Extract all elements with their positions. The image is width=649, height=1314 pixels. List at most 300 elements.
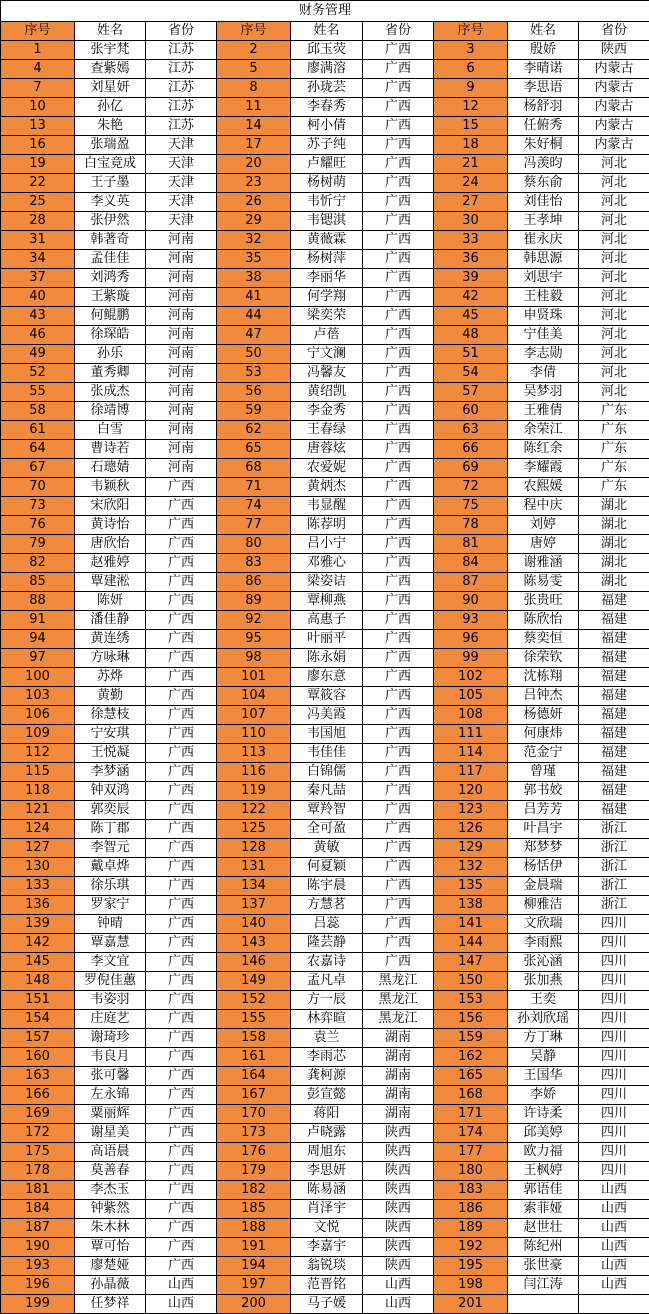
- name-cell: 肖泽宇: [291, 1200, 363, 1219]
- name-cell: 范金宁: [508, 744, 579, 763]
- name-cell: 张贵旺: [508, 592, 579, 611]
- province-cell: 福建: [579, 801, 649, 820]
- index-cell: 21: [434, 155, 508, 174]
- province-cell: 四川: [579, 991, 649, 1010]
- name-cell: 徐荣钦: [508, 649, 579, 668]
- name-cell: 钟双鸿: [75, 782, 146, 801]
- province-cell: 广西: [363, 877, 434, 896]
- index-cell: 60: [434, 402, 508, 421]
- table-row: [1, 79, 649, 98]
- province-cell: 广西: [363, 212, 434, 231]
- name-cell: 白雪: [75, 421, 146, 440]
- name-cell: 杨树萍: [291, 250, 363, 269]
- table-row: [1, 1181, 649, 1200]
- index-cell: 201: [434, 1295, 508, 1314]
- name-cell: 李耀霞: [508, 459, 579, 478]
- index-cell: 3: [434, 41, 508, 60]
- province-cell: 内蒙古: [579, 117, 649, 136]
- index-cell: 174: [434, 1124, 508, 1143]
- table-row: [1, 497, 649, 516]
- name-cell: 陈荐明: [291, 516, 363, 535]
- province-cell: 广西: [363, 402, 434, 421]
- province-cell: 广西: [146, 1143, 217, 1162]
- name-cell: 农嘉诗: [291, 953, 363, 972]
- province-cell: 湖北: [579, 516, 649, 535]
- index-cell: 18: [434, 136, 508, 155]
- index-cell: 103: [1, 687, 75, 706]
- name-cell: 张成杰: [75, 383, 146, 402]
- province-cell: 广西: [146, 915, 217, 934]
- index-cell: 87: [434, 573, 508, 592]
- province-cell: 河南: [146, 459, 217, 478]
- index-cell: 188: [217, 1219, 291, 1238]
- index-cell: 116: [217, 763, 291, 782]
- province-cell: 广西: [146, 763, 217, 782]
- table-row: [1, 630, 649, 649]
- name-cell: 范晋铭: [291, 1276, 363, 1295]
- index-cell: 73: [1, 497, 75, 516]
- name-cell: 孙刘欣瑶: [508, 1010, 579, 1029]
- name-cell: 隆芸静: [291, 934, 363, 953]
- province-cell: 福建: [579, 725, 649, 744]
- name-cell: 邓雅心: [291, 554, 363, 573]
- province-cell: 福建: [579, 630, 649, 649]
- name-cell: 李文宜: [75, 953, 146, 972]
- province-cell: 广西: [363, 649, 434, 668]
- name-cell: 钟紫然: [75, 1200, 146, 1219]
- province-cell: 河南: [146, 345, 217, 364]
- name-cell: 刘婷: [508, 516, 579, 535]
- index-cell: 154: [1, 1010, 75, 1029]
- index-cell: 147: [434, 953, 508, 972]
- province-cell: 广西: [363, 383, 434, 402]
- province-cell: 广西: [146, 516, 217, 535]
- province-cell: 广西: [146, 1048, 217, 1067]
- province-cell: 广东: [579, 478, 649, 497]
- province-cell: 广西: [363, 668, 434, 687]
- name-cell: 李智元: [75, 839, 146, 858]
- table-row: [1, 136, 649, 155]
- name-cell: 曾瑾: [508, 763, 579, 782]
- name-cell: 程中庆: [508, 497, 579, 516]
- index-cell: 193: [1, 1257, 75, 1276]
- index-cell: 78: [434, 516, 508, 535]
- province-cell: 四川: [579, 1010, 649, 1029]
- table-row: [1, 1200, 649, 1219]
- province-cell: 湖北: [579, 573, 649, 592]
- name-cell: 宋欣阳: [75, 497, 146, 516]
- index-cell: 121: [1, 801, 75, 820]
- index-cell: 107: [217, 706, 291, 725]
- province-cell: 广西: [363, 763, 434, 782]
- table-row: [1, 459, 649, 478]
- province-cell: 广东: [579, 402, 649, 421]
- province-cell: 广西: [363, 193, 434, 212]
- province-cell: 广西: [363, 269, 434, 288]
- name-cell: 李晴诺: [508, 60, 579, 79]
- table-row: [1, 402, 649, 421]
- province-cell: 广西: [363, 744, 434, 763]
- province-cell: 广西: [363, 98, 434, 117]
- index-cell: 100: [1, 668, 75, 687]
- province-cell: 天津: [146, 193, 217, 212]
- name-cell: 朱艳: [75, 117, 146, 136]
- province-cell: 广西: [363, 307, 434, 326]
- province-cell: 山西: [146, 1295, 217, 1314]
- name-cell: 方一辰: [291, 991, 363, 1010]
- province-cell: 湖南: [363, 1086, 434, 1105]
- name-cell: 邱玉荧: [291, 41, 363, 60]
- index-cell: 101: [217, 668, 291, 687]
- name-cell: 王桂毅: [508, 288, 579, 307]
- table-row: [1, 307, 649, 326]
- province-cell: 广西: [146, 687, 217, 706]
- province-cell: 河南: [146, 288, 217, 307]
- index-cell: 67: [1, 459, 75, 478]
- name-cell: 韦佳佳: [291, 744, 363, 763]
- province-cell: 江苏: [146, 41, 217, 60]
- index-cell: 111: [434, 725, 508, 744]
- province-cell: 广西: [363, 79, 434, 98]
- name-cell: 宁安琪: [75, 725, 146, 744]
- name-cell: 韦良月: [75, 1048, 146, 1067]
- index-cell: 155: [217, 1010, 291, 1029]
- province-cell: 天津: [146, 174, 217, 193]
- table-row: [1, 1257, 649, 1276]
- province-cell: 山西: [579, 1257, 649, 1276]
- province-cell: 广西: [363, 934, 434, 953]
- name-cell: 郭奕辰: [75, 801, 146, 820]
- index-cell: 139: [1, 915, 75, 934]
- name-cell: 覃筱容: [291, 687, 363, 706]
- index-cell: 23: [217, 174, 291, 193]
- header-name: 姓名: [508, 22, 579, 41]
- index-cell: 140: [217, 915, 291, 934]
- index-cell: 70: [1, 478, 75, 497]
- index-cell: 10: [1, 98, 75, 117]
- name-cell: 龚柯源: [291, 1067, 363, 1086]
- name-cell: 李思妍: [291, 1162, 363, 1181]
- province-cell: 四川: [579, 972, 649, 991]
- name-cell: 方丁琳: [508, 1029, 579, 1048]
- province-cell: 河北: [579, 383, 649, 402]
- province-cell: 广西: [363, 60, 434, 79]
- index-cell: 124: [1, 820, 75, 839]
- name-cell: 刘佳怡: [508, 193, 579, 212]
- province-cell: 山西: [579, 1200, 649, 1219]
- name-cell: 沈栋翔: [508, 668, 579, 687]
- index-cell: 165: [434, 1067, 508, 1086]
- table-row: [1, 1048, 649, 1067]
- name-cell: 唐欣怡: [75, 535, 146, 554]
- index-cell: 138: [434, 896, 508, 915]
- name-cell: 李春秀: [291, 98, 363, 117]
- province-cell: 广西: [146, 497, 217, 516]
- name-cell: 张宇梵: [75, 41, 146, 60]
- name-cell: 林弈暄: [291, 1010, 363, 1029]
- index-cell: 182: [217, 1181, 291, 1200]
- index-cell: 27: [434, 193, 508, 212]
- index-cell: 113: [217, 744, 291, 763]
- name-cell: 徐乐琪: [75, 877, 146, 896]
- province-cell: 广西: [146, 478, 217, 497]
- name-cell: 李嘉宇: [291, 1238, 363, 1257]
- index-cell: 13: [1, 117, 75, 136]
- name-cell: 蔡东俞: [508, 174, 579, 193]
- index-cell: 7: [1, 79, 75, 98]
- table-row: [1, 364, 649, 383]
- index-cell: 143: [217, 934, 291, 953]
- province-cell: 河北: [579, 345, 649, 364]
- province-cell: 河南: [146, 307, 217, 326]
- province-cell: 广西: [146, 1238, 217, 1257]
- index-cell: 17: [217, 136, 291, 155]
- name-cell: 何康炜: [508, 725, 579, 744]
- name-cell: 黄敏: [291, 839, 363, 858]
- name-cell: [508, 1295, 579, 1314]
- name-cell: 李思语: [508, 79, 579, 98]
- province-cell: 陕西: [363, 1143, 434, 1162]
- index-cell: 169: [1, 1105, 75, 1124]
- index-cell: 24: [434, 174, 508, 193]
- province-cell: 广西: [363, 611, 434, 630]
- name-cell: 廖满溶: [291, 60, 363, 79]
- index-cell: 161: [217, 1048, 291, 1067]
- index-cell: 48: [434, 326, 508, 345]
- index-cell: 150: [434, 972, 508, 991]
- name-cell: 方咏琳: [75, 649, 146, 668]
- name-cell: 张沁涵: [508, 953, 579, 972]
- province-cell: 江苏: [146, 117, 217, 136]
- name-cell: 何学翔: [291, 288, 363, 307]
- province-cell: 河北: [579, 307, 649, 326]
- name-cell: 韩著奇: [75, 231, 146, 250]
- name-cell: 梁姿诘: [291, 573, 363, 592]
- table-row: [1, 98, 649, 117]
- header-name: 姓名: [75, 22, 146, 41]
- name-cell: 农爱妮: [291, 459, 363, 478]
- name-cell: 韦国旭: [291, 725, 363, 744]
- index-cell: 168: [434, 1086, 508, 1105]
- province-cell: 广西: [363, 421, 434, 440]
- province-cell: 河南: [146, 364, 217, 383]
- province-cell: 广西: [146, 744, 217, 763]
- table-row: [1, 592, 649, 611]
- name-cell: 张可馨: [75, 1067, 146, 1086]
- name-cell: 王孝坤: [508, 212, 579, 231]
- table-row: [1, 763, 649, 782]
- table-row: [1, 1219, 649, 1238]
- index-cell: 58: [1, 402, 75, 421]
- province-cell: 广西: [146, 1181, 217, 1200]
- name-cell: 董秀卿: [75, 364, 146, 383]
- province-cell: 内蒙古: [579, 98, 649, 117]
- index-cell: 160: [1, 1048, 75, 1067]
- province-cell: 广西: [363, 364, 434, 383]
- index-cell: 185: [217, 1200, 291, 1219]
- province-cell: 河南: [146, 440, 217, 459]
- name-cell: 欧力福: [508, 1143, 579, 1162]
- name-cell: 钟晴: [75, 915, 146, 934]
- name-cell: 王国华: [508, 1067, 579, 1086]
- index-cell: 194: [217, 1257, 291, 1276]
- index-cell: 162: [434, 1048, 508, 1067]
- table-row: [1, 212, 649, 231]
- index-cell: 86: [217, 573, 291, 592]
- province-cell: 四川: [579, 953, 649, 972]
- province-cell: 广西: [146, 1257, 217, 1276]
- index-cell: 131: [217, 858, 291, 877]
- province-cell: 广西: [363, 839, 434, 858]
- name-cell: 袁兰: [291, 1029, 363, 1048]
- index-cell: 29: [217, 212, 291, 231]
- index-cell: 190: [1, 1238, 75, 1257]
- province-cell: 广西: [363, 516, 434, 535]
- index-cell: 105: [434, 687, 508, 706]
- name-cell: 索菲娅: [508, 1200, 579, 1219]
- index-cell: 72: [434, 478, 508, 497]
- name-cell: 梁奕荣: [291, 307, 363, 326]
- name-cell: 周旭东: [291, 1143, 363, 1162]
- table-row: [1, 915, 649, 934]
- province-cell: 河北: [579, 193, 649, 212]
- province-cell: 内蒙古: [579, 136, 649, 155]
- table-row: [1, 820, 649, 839]
- name-cell: 高惠子: [291, 611, 363, 630]
- table-row: [1, 174, 649, 193]
- index-cell: 195: [434, 1257, 508, 1276]
- index-cell: 167: [217, 1086, 291, 1105]
- index-cell: 110: [217, 725, 291, 744]
- table-row: [1, 991, 649, 1010]
- index-cell: 68: [217, 459, 291, 478]
- index-cell: 57: [434, 383, 508, 402]
- index-cell: 77: [217, 516, 291, 535]
- province-cell: 广西: [146, 839, 217, 858]
- index-cell: 166: [1, 1086, 75, 1105]
- index-cell: 175: [1, 1143, 75, 1162]
- province-cell: 广西: [146, 820, 217, 839]
- name-cell: 张世豪: [508, 1257, 579, 1276]
- name-cell: 朱好桐: [508, 136, 579, 155]
- province-cell: 广西: [363, 706, 434, 725]
- index-cell: 92: [217, 611, 291, 630]
- name-cell: 冯美霞: [291, 706, 363, 725]
- index-cell: 44: [217, 307, 291, 326]
- name-cell: 彭宣懿: [291, 1086, 363, 1105]
- index-cell: 9: [434, 79, 508, 98]
- header-row: [1, 22, 649, 41]
- name-cell: 柳雅洁: [508, 896, 579, 915]
- name-cell: 徐靖博: [75, 402, 146, 421]
- province-cell: 广西: [146, 1124, 217, 1143]
- name-cell: 郭书姣: [508, 782, 579, 801]
- index-cell: 151: [1, 991, 75, 1010]
- name-cell: 黄炳杰: [291, 478, 363, 497]
- table-row: [1, 611, 649, 630]
- index-cell: 45: [434, 307, 508, 326]
- province-cell: 浙江: [579, 896, 649, 915]
- index-cell: 11: [217, 98, 291, 117]
- province-cell: 广西: [363, 136, 434, 155]
- province-cell: 湖北: [579, 554, 649, 573]
- index-cell: 183: [434, 1181, 508, 1200]
- name-cell: 孙晶薇: [75, 1276, 146, 1295]
- name-cell: 叶昌宇: [508, 820, 579, 839]
- province-cell: 广西: [146, 953, 217, 972]
- province-cell: 广西: [146, 1010, 217, 1029]
- name-cell: 徐琛皓: [75, 326, 146, 345]
- name-cell: 陈妍: [75, 592, 146, 611]
- name-cell: 苏烨: [75, 668, 146, 687]
- table-row: [1, 478, 649, 497]
- province-cell: 广西: [146, 1105, 217, 1124]
- index-cell: 119: [217, 782, 291, 801]
- province-cell: 广西: [146, 1219, 217, 1238]
- index-cell: 39: [434, 269, 508, 288]
- index-cell: 122: [217, 801, 291, 820]
- province-cell: 广西: [363, 155, 434, 174]
- index-cell: 55: [1, 383, 75, 402]
- table-row: [1, 1143, 649, 1162]
- header-province: 省份: [146, 22, 217, 41]
- index-cell: 42: [434, 288, 508, 307]
- province-cell: 广西: [363, 174, 434, 193]
- index-cell: 130: [1, 858, 75, 877]
- province-cell: 浙江: [579, 877, 649, 896]
- province-cell: 广西: [363, 478, 434, 497]
- index-cell: 37: [1, 269, 75, 288]
- index-cell: 187: [1, 1219, 75, 1238]
- province-cell: 广西: [363, 231, 434, 250]
- index-cell: 76: [1, 516, 75, 535]
- province-cell: 河北: [579, 250, 649, 269]
- name-cell: 蔡奕恒: [508, 630, 579, 649]
- name-cell: 李倩: [508, 364, 579, 383]
- index-cell: 191: [217, 1238, 291, 1257]
- index-cell: 136: [1, 896, 75, 915]
- index-cell: 96: [434, 630, 508, 649]
- index-cell: 20: [217, 155, 291, 174]
- province-cell: 陕西: [363, 1238, 434, 1257]
- province-cell: 广西: [363, 820, 434, 839]
- province-cell: 广西: [363, 687, 434, 706]
- index-cell: 176: [217, 1143, 291, 1162]
- province-cell: 广西: [146, 801, 217, 820]
- province-cell: 广西: [146, 972, 217, 991]
- province-cell: 黑龙江: [363, 972, 434, 991]
- name-cell: 韦颖秋: [75, 478, 146, 497]
- name-cell: 覃可怡: [75, 1238, 146, 1257]
- header-province: 省份: [363, 22, 434, 41]
- province-cell: 广西: [146, 535, 217, 554]
- name-cell: 赵世壮: [508, 1219, 579, 1238]
- index-cell: 35: [217, 250, 291, 269]
- name-cell: 王雅倩: [508, 402, 579, 421]
- province-cell: 黑龙江: [363, 991, 434, 1010]
- name-cell: 陈宇晨: [291, 877, 363, 896]
- name-cell: 罗倪佳蕙: [75, 972, 146, 991]
- name-cell: 任梦祥: [75, 1295, 146, 1314]
- name-cell: 卢蓓: [291, 326, 363, 345]
- name-cell: 谢星美: [75, 1124, 146, 1143]
- name-cell: 孟凡卓: [291, 972, 363, 991]
- index-cell: 25: [1, 193, 75, 212]
- province-cell: 内蒙古: [579, 79, 649, 98]
- table-title: 财务管理: [1, 1, 649, 22]
- index-cell: 189: [434, 1219, 508, 1238]
- index-cell: 51: [434, 345, 508, 364]
